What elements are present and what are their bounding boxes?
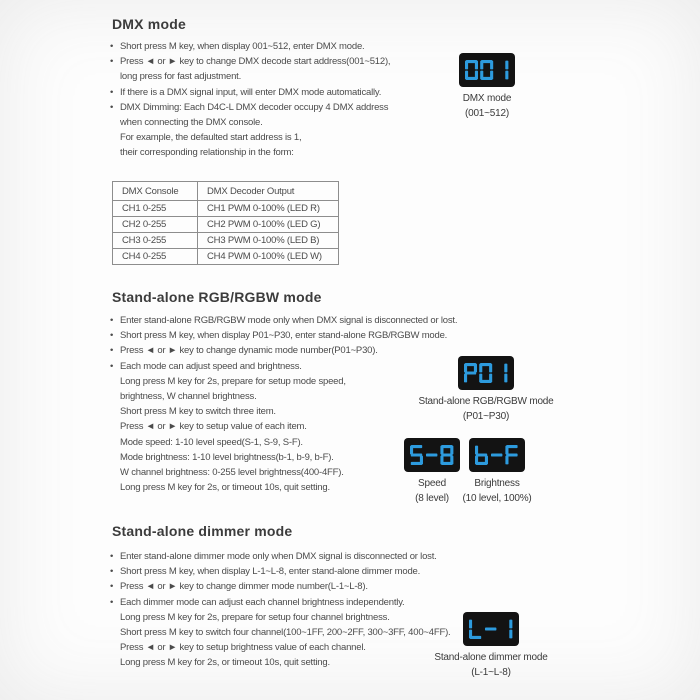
table-cell-output: CH2 PWM 0-100% (LED G): [198, 217, 339, 233]
bullet-text: Short press M key to switch three item.: [120, 406, 276, 418]
bullet-marker: •: [110, 551, 114, 562]
table-cell-output: CH1 PWM 0-100% (LED R): [198, 201, 339, 217]
bullet-text: Short press M key to switch four channel(100~1FF, 200~2FF, 300~3FF, 400~4FF).: [120, 627, 451, 639]
seven-segment-digits: [464, 363, 507, 383]
led-caption: DMX mode: [462, 93, 512, 104]
bullet-text: Short press M key, when display P01~P30, enter stand-alone RGB/RGBW mode.: [120, 330, 448, 342]
bullet-text: Enter stand-alone RGB/RGBW mode only when DMX signal is disconnected or lost.: [120, 315, 458, 326]
led-caption: Brightness: [474, 478, 520, 489]
led-range: (L-1~L-8): [471, 667, 511, 678]
bullet-marker: [110, 374, 120, 389]
table-row: [113, 217, 339, 233]
list-line: [110, 39, 390, 54]
bullet-marker: [110, 130, 120, 145]
dmx-mode-bullet-list: [110, 39, 390, 161]
list-line: [110, 115, 390, 130]
table-cell-console: CH1 0-255: [113, 201, 198, 217]
led-display-block-brightness: [437, 438, 557, 506]
bullet-text: Press ◄ or ► key to change DMX decode start address(001~512),: [120, 56, 391, 68]
table-header-console: DMX Console: [113, 182, 198, 201]
bullet-marker: [110, 625, 120, 640]
led-display-block-dimmer: [401, 612, 581, 680]
bullet-marker: [110, 69, 120, 84]
list-line: [110, 145, 390, 160]
led-caption: Speed: [418, 478, 446, 489]
list-line: [110, 328, 457, 343]
bullet-text: long press for fast adjustment.: [120, 71, 242, 83]
list-line: [110, 595, 450, 610]
list-line: [110, 564, 450, 579]
led-range: (10 level, 100%): [462, 493, 532, 504]
table-row: [113, 233, 339, 249]
list-line: [110, 610, 450, 625]
led-range: (001~512): [464, 108, 510, 119]
bullet-marker: •: [110, 566, 114, 578]
bullet-text: Press ◄ or ► key to setup value of each item.: [120, 421, 307, 433]
bullet-text: Long press M key for 2s, prepare for setup four channel brightness.: [120, 611, 390, 623]
bullet-text: Press ◄ or ► key to setup brightness value of each channel.: [120, 642, 366, 654]
bullet-marker: •: [110, 315, 114, 326]
table-cell-console: CH4 0-255: [113, 249, 198, 265]
dimmer-mode-bullet-list: [110, 549, 450, 671]
bullet-marker: [110, 115, 120, 130]
bullet-marker: •: [110, 41, 114, 52]
list-line: [110, 655, 450, 670]
bullet-marker: [110, 640, 120, 655]
bullet-marker: •: [110, 56, 114, 68]
bullet-marker: [110, 610, 120, 625]
bullet-text: Each mode can adjust speed and brightness.: [120, 360, 302, 372]
table-row: [113, 201, 339, 217]
led-display-block-dmx: [407, 53, 567, 121]
led-range: (8 level): [415, 493, 449, 504]
list-line: [110, 625, 450, 640]
bullet-text: when connecting the DMX console.: [120, 117, 263, 129]
bullet-marker: [110, 435, 120, 450]
dmx-address-table: [112, 181, 339, 265]
bullet-marker: [110, 389, 120, 404]
bullet-text: W channel brightness: 0-255 level brightness(400-4FF).: [120, 467, 344, 479]
bullet-text: Mode brightness: 1-10 level brightness(b-1, b-9, b-F).: [120, 451, 334, 463]
list-line: [110, 85, 390, 100]
seven-segment-digits: [469, 619, 512, 639]
section-title-dimmer-mode: Stand-alone dimmer mode: [112, 523, 293, 539]
list-line: [110, 69, 390, 84]
bullet-marker: [110, 450, 120, 465]
section-title-rgbw-mode: Stand-alone RGB/RGBW mode: [112, 289, 322, 305]
bullet-marker: [110, 480, 120, 495]
led-caption: Stand-alone dimmer mode: [434, 652, 548, 663]
bullet-marker: [110, 465, 120, 480]
bullet-text: If there is a DMX signal input, will enter DMX mode automatically.: [120, 86, 382, 98]
list-line: [110, 130, 390, 145]
bullet-text: Long press M key for 2s, or timeout 10s, quit setting.: [120, 657, 330, 669]
table-header-output: DMX Decoder Output: [198, 182, 339, 201]
bullet-text: brightness, W channel brightness.: [120, 391, 257, 403]
table-cell-output: CH3 PWM 0-100% (LED B): [198, 233, 339, 249]
bullet-text: Short press M key, when display 001~512, enter DMX mode.: [120, 41, 365, 52]
list-line: [110, 640, 450, 655]
bullet-marker: •: [110, 596, 114, 608]
bullet-text: their corresponding relationship in the form:: [120, 147, 294, 159]
seven-segment-digits: [475, 445, 518, 465]
bullet-marker: [110, 145, 120, 160]
bullet-marker: •: [110, 86, 114, 98]
table-row: [113, 249, 339, 265]
bullet-text: Press ◄ or ► key to change dynamic mode number(P01~P30).: [120, 345, 378, 357]
bullet-text: DMX Dimming: Each D4C-L DMX decoder occupy 4 DMX address: [120, 101, 389, 113]
bullet-marker: •: [110, 101, 114, 113]
table-cell-console: CH2 0-255: [113, 217, 198, 233]
bullet-text: Long press M key for 2s, or timeout 10s, quit setting.: [120, 482, 330, 494]
bullet-marker: •: [110, 581, 114, 593]
table-header-row: [113, 182, 339, 201]
list-line: [110, 54, 390, 69]
bullet-marker: [110, 404, 120, 419]
bullet-text: Mode speed: 1-10 level speed(S-1, S-9, S-F).: [120, 436, 303, 448]
bullet-text: For example, the defaulted start address is 1,: [120, 132, 302, 144]
bullet-marker: •: [110, 330, 114, 342]
seven-segment-digits: [465, 60, 508, 80]
bullet-text: Enter stand-alone dimmer mode only when DMX signal is disconnected or lost.: [120, 551, 437, 562]
section-title-dmx-mode: DMX mode: [112, 16, 186, 32]
bullet-text: Press ◄ or ► key to change dimmer mode number(L-1~L-8).: [120, 581, 368, 593]
bullet-marker: •: [110, 360, 114, 372]
list-line: [110, 579, 450, 594]
bullet-text: Long press M key for 2s, prepare for setup mode speed,: [120, 375, 346, 387]
led-display-rgbw: [458, 356, 514, 390]
bullet-marker: [110, 655, 120, 670]
led-display-brightness: [469, 438, 525, 472]
led-display-block-rgbw: [396, 356, 576, 424]
list-line: [110, 100, 390, 115]
bullet-marker: •: [110, 345, 114, 357]
bullet-text: Each dimmer mode can adjust each channel brightness independently.: [120, 596, 405, 608]
led-range: (P01~P30): [462, 411, 510, 422]
table-cell-output: CH4 PWM 0-100% (LED W): [198, 249, 339, 265]
led-display-dmx: [459, 53, 515, 87]
list-line: [110, 549, 450, 564]
list-line: [110, 313, 457, 328]
led-display-dimmer: [463, 612, 519, 646]
bullet-marker: [110, 419, 120, 434]
led-caption: Stand-alone RGB/RGBW mode: [418, 396, 554, 407]
table-cell-console: CH3 0-255: [113, 233, 198, 249]
bullet-text: Short press M key, when display L-1~L-8, enter stand-alone dimmer mode.: [120, 566, 421, 578]
